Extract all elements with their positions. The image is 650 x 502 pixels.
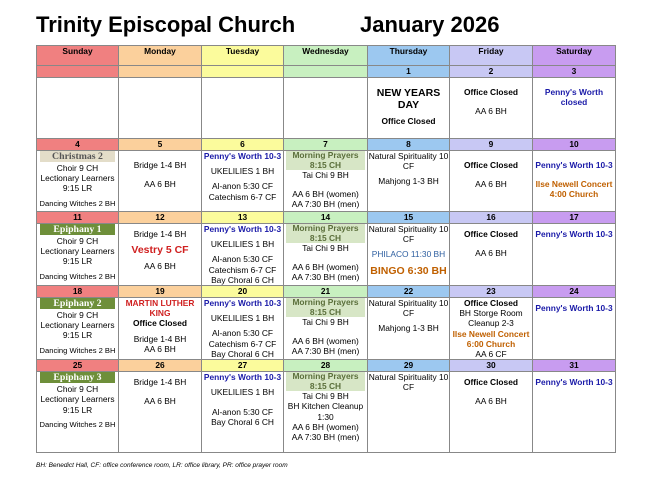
event: AA 6 BH: [144, 343, 176, 354]
holiday-label: NEW YEARS DAY: [376, 87, 441, 111]
date-number: 10: [533, 139, 616, 151]
event: Penny's Worth 10-3: [203, 224, 282, 234]
event: AA 6 BH: [475, 106, 507, 117]
event: Vestry 5 CF: [131, 244, 189, 257]
week-5-dates: [37, 360, 616, 372]
day-cell: [202, 372, 284, 453]
event: AA 7:30 BH (men): [291, 432, 360, 443]
event: AA 6 BH: [144, 261, 176, 272]
date-number: 29: [368, 360, 450, 372]
event: Penny's Worth 10-3: [203, 151, 282, 161]
event: Mahjong 1-3 BH: [378, 176, 439, 187]
event: Tai Chi 9 BH: [302, 243, 349, 253]
event: Office Closed: [464, 377, 518, 388]
day-cell: [533, 224, 616, 286]
day-header-wednesday: Wednesday: [284, 46, 368, 66]
event: Bridge 1-4 BH: [133, 229, 187, 239]
day-header-thursday: Thursday: [368, 46, 450, 66]
event: Dancing Witches 2 BH: [39, 419, 116, 429]
event: Tai Chi 9 BH: [302, 317, 349, 328]
date-number: 8: [368, 139, 450, 151]
event: Penny's Worth 10-3: [203, 372, 282, 383]
day-cell: [119, 78, 202, 139]
morning-prayers-banner: Morning Prayers 8:15 CH: [286, 151, 365, 170]
day-cell: [368, 151, 450, 212]
day-cell: [533, 298, 616, 360]
day-cell: [37, 298, 119, 360]
event: Tai Chi 9 BH: [302, 170, 349, 180]
day-cell: [368, 78, 450, 139]
date-number: 4: [37, 139, 119, 151]
week-2-dates: [37, 139, 616, 151]
event: BH Kitchen Cleanup 1:30: [287, 401, 364, 422]
event: AA 6 BH (women): [292, 336, 359, 347]
event: BINGO 6:30 BH: [370, 264, 447, 277]
event: Penny's Worth 10-3: [535, 377, 613, 388]
day-cell: [284, 372, 368, 453]
event: UKELILIES 1 BH: [210, 166, 275, 177]
day-cell: [450, 151, 533, 212]
event: Penny's Worth 10-3: [535, 160, 613, 170]
date-number: 30: [450, 360, 533, 372]
week-1-dates: [37, 66, 616, 78]
date-number: 19: [119, 286, 202, 298]
date-number: 20: [202, 286, 284, 298]
liturgical-banner: Epiphany 1: [40, 224, 115, 235]
day-cell: [368, 372, 450, 453]
date-number: 31: [533, 360, 616, 372]
day-cell: [202, 151, 284, 212]
date-number: [37, 66, 119, 78]
day-header-friday: Friday: [450, 46, 533, 66]
date-number: [119, 66, 202, 78]
day-cell: [533, 372, 616, 453]
day-cell: [450, 298, 533, 360]
event: Lectionary Learners 9:15 LR: [40, 246, 115, 267]
date-number: 14: [284, 212, 368, 224]
event: UKELILIES 1 BH: [210, 313, 275, 324]
day-header-sunday: Sunday: [37, 46, 119, 66]
day-cell: [202, 78, 284, 139]
date-number: 15: [368, 212, 450, 224]
event: AA 6 BH (women): [292, 421, 359, 432]
date-number: 3: [533, 66, 616, 78]
date-number: 16: [450, 212, 533, 224]
event: Catechism 6-7 CF: [208, 264, 277, 275]
date-number: 6: [202, 139, 284, 151]
event: Penny's Worth 10-3: [203, 298, 282, 309]
day-cell: [37, 372, 119, 453]
event: UKELILIES 1 BH: [210, 387, 275, 398]
event: Ilse Newell Concert 4:00 Church: [535, 179, 613, 200]
calendar-grid: [36, 45, 616, 453]
event: BH Storge Room Cleanup 2-3: [459, 308, 523, 329]
event: AA 6 BH: [475, 248, 507, 259]
event: Office Closed: [464, 87, 518, 97]
event: Lectionary Learners 9:15 LR: [40, 173, 115, 194]
event: Al-anon 5:30 CF: [212, 328, 273, 339]
event: Dancing Witches 2 BH: [39, 271, 116, 281]
event: Choir 9 CH: [56, 236, 99, 246]
event: AA 6 CF: [475, 349, 507, 360]
event: Choir 9 CH: [56, 310, 99, 321]
day-cell: [284, 224, 368, 286]
date-number: 2: [450, 66, 533, 78]
event: AA 6 BH: [475, 179, 507, 190]
event: Office Closed: [464, 298, 518, 309]
week-5-events: [37, 372, 616, 453]
event: Office Closed: [464, 229, 518, 239]
event: AA 6 BH: [475, 396, 507, 407]
event: Office Closed: [133, 318, 187, 329]
event: Natural Spirituality 10 CF: [368, 298, 449, 319]
event: Penny's Worth 10-3: [535, 303, 613, 314]
day-cell: [368, 298, 450, 360]
event: AA 7:30 BH (men): [291, 199, 360, 210]
event: Catechism 6-7 CF: [208, 191, 277, 202]
day-cell: [37, 151, 119, 212]
event: Penny's Worth 10-3: [535, 229, 613, 239]
week-3-dates: [37, 212, 616, 224]
date-number: 12: [119, 212, 202, 224]
day-cell: [119, 372, 202, 453]
day-cell: [202, 298, 284, 360]
event: Bridge 1-4 BH: [133, 377, 187, 388]
date-number: 23: [450, 286, 533, 298]
event: Bridge 1-4 BH: [133, 160, 187, 170]
event: Choir 9 CH: [56, 163, 99, 173]
event: AA 6 BH (women): [292, 189, 359, 200]
event: Ilse Newell Concert 6:00 Church: [452, 328, 530, 349]
day-cell: [284, 151, 368, 212]
date-number: 27: [202, 360, 284, 372]
event: Mahjong 1-3 BH: [378, 323, 439, 334]
event: Office Closed: [381, 116, 436, 126]
day-cell: [450, 78, 533, 139]
week-3-events: [37, 224, 616, 286]
event: Dancing Witches 2 BH: [39, 198, 116, 208]
event: Bay Choral 6 CH: [211, 348, 274, 359]
date-number: 11: [37, 212, 119, 224]
event: Dancing Witches 2 BH: [39, 345, 116, 355]
event: Lectionary Learners 9:15 LR: [40, 320, 115, 341]
day-cell: [119, 298, 202, 360]
day-cell: [450, 224, 533, 286]
week-1-events: [37, 78, 616, 139]
week-4-events: [37, 298, 616, 360]
day-header-tuesday: Tuesday: [202, 46, 284, 66]
date-number: 18: [37, 286, 119, 298]
event: Bay Choral 6 CH: [211, 274, 274, 285]
event: PHILACO 11:30 BH: [371, 249, 446, 260]
date-number: 13: [202, 212, 284, 224]
event: AA 6 BH: [144, 396, 176, 407]
day-cell: [202, 224, 284, 286]
day-cell: [284, 298, 368, 360]
date-number: 24: [533, 286, 616, 298]
liturgical-banner: Christmas 2: [40, 151, 115, 162]
event: UKELILIES 1 BH: [210, 239, 275, 250]
month-title: January 2026: [360, 12, 500, 37]
day-cell: [119, 151, 202, 212]
morning-prayers-banner: Morning Prayers 8:15 CH: [286, 372, 365, 391]
date-number: 17: [533, 212, 616, 224]
date-number: 28: [284, 360, 368, 372]
event: Penny's Worth closed: [544, 87, 604, 108]
holiday-label: MARTIN LUTHER KING: [125, 298, 195, 319]
date-number: 26: [119, 360, 202, 372]
event: Natural Spirituality 10 CF: [368, 151, 449, 172]
event: AA 6 BH: [144, 179, 176, 190]
event: Choir 9 CH: [56, 384, 99, 395]
event: Catechism 6-7 CF: [208, 338, 277, 349]
event: Bridge 1-4 BH: [133, 333, 187, 344]
date-number: 22: [368, 286, 450, 298]
event: Natural Spirituality 10 CF: [368, 224, 449, 245]
liturgical-banner: Epiphany 3: [40, 372, 115, 383]
event: Bay Choral 6 CH: [211, 416, 274, 427]
event: AA 6 BH (women): [292, 262, 359, 273]
day-cell: [37, 78, 119, 139]
day-header-row: [37, 46, 616, 66]
day-cell: [119, 224, 202, 286]
date-number: [284, 66, 368, 78]
date-number: 9: [450, 139, 533, 151]
event: Office Closed: [464, 160, 518, 170]
date-number: 7: [284, 139, 368, 151]
event: Al-anon 5:30 CF: [212, 254, 273, 265]
morning-prayers-banner: Morning Prayers 8:15 CH: [286, 224, 365, 243]
event: Al-anon 5:30 CF: [212, 406, 273, 417]
week-4-dates: [37, 286, 616, 298]
date-number: 25: [37, 360, 119, 372]
date-number: 5: [119, 139, 202, 151]
day-cell: [533, 78, 616, 139]
day-cell: [533, 151, 616, 212]
day-cell: [284, 78, 368, 139]
church-title: Trinity Episcopal Church: [36, 12, 296, 37]
date-number: 1: [368, 66, 450, 78]
day-cell: [450, 372, 533, 453]
week-2-events: [37, 151, 616, 212]
day-header-saturday: Saturday: [533, 46, 616, 66]
event: AA 7:30 BH (men): [291, 346, 360, 357]
day-header-monday: Monday: [119, 46, 202, 66]
event: Tai Chi 9 BH: [302, 391, 349, 402]
date-number: [202, 66, 284, 78]
liturgical-banner: Epiphany 2: [40, 298, 115, 309]
event: Lectionary Learners 9:15 LR: [40, 394, 115, 415]
legend-footnote: BH: Benedict Hall, CF: office conference room, LR: office library, PR: office prayer room: [36, 462, 288, 469]
event: Al-anon 5:30 CF: [212, 181, 273, 192]
event: Natural Spirituality 10 CF: [368, 372, 449, 393]
date-number: 21: [284, 286, 368, 298]
morning-prayers-banner: Morning Prayers 8:15 CH: [286, 298, 365, 317]
day-cell: [37, 224, 119, 286]
event: AA 7:30 BH (men): [291, 272, 360, 283]
day-cell: [368, 224, 450, 286]
